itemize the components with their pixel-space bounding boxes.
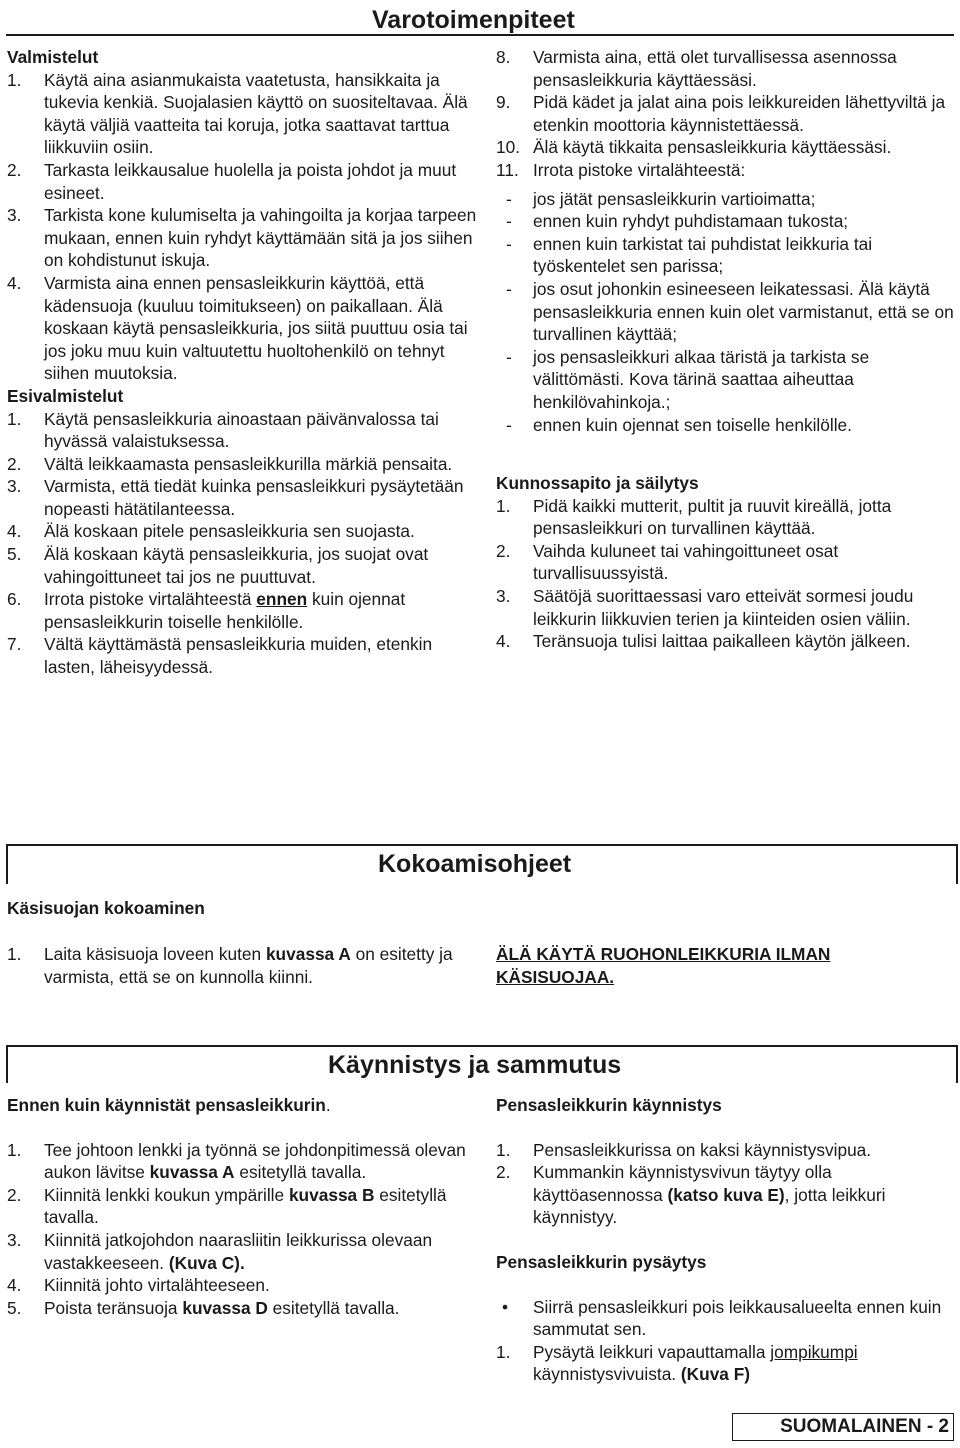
- list-item: 1. Käytä aina asianmukaista vaatetusta, hansikkaita ja tukevia kenkiä. Suojalasien käyttö on suositeltavaa. Älä käytä väljiä vaatteita tai koruja, jotka saattavat tarttua liikkuviin osiin.: [7, 69, 468, 158]
- valmistelut-list: [7, 69, 479, 385]
- kaynnistys-right: [496, 1094, 956, 1386]
- kokoamis-left: [7, 943, 479, 988]
- list-item: 4. Kiinnitä johto virtalähteeseen.: [7, 1275, 270, 1296]
- list-item: 2. Vaihda kuluneet tai vahingoittuneet osat turvallisuussyistä.: [496, 540, 839, 584]
- ennen-heading: Ennen kuin käynnistät pensasleikkurin.: [7, 1095, 331, 1115]
- dash-item: - jos jätät pensasleikkurin vartioimatta;: [506, 188, 816, 209]
- kokoamis-rule-right: [956, 844, 958, 884]
- kunnossapito-list: [496, 495, 956, 653]
- list-item: 4. Varmista aina ennen pensasleikkurin käyttöä, että kädensuoja (kuuluu toimitukseen) on paikallaan. Älä koskaan käytä pensasleikkuria, jos siitä puuttuu osia tai jos joku muu kuin valtuutettu huoltohenkilö on tehnyt siihen muutoksia.: [7, 272, 468, 384]
- dash-list: [496, 188, 956, 437]
- list-item: 7. Vältä käyttämästä pensasleikkuria muiden, etenkin lasten, läheisyydessä.: [7, 634, 433, 678]
- list-item: 1. Käytä pensasleikkuria ainoastaan päivänvalossa tai hyvässä valaistuksessa.: [7, 408, 439, 452]
- list-item: 3. Tarkista kone kulumiselta ja vahingoilta ja korjaa tarpeen mukaan, ennen kuin ryhdyt käyttämään sitä ja jos siihen on kohdistunut iskuja.: [7, 205, 477, 271]
- esivalmistelut-list: [7, 408, 479, 589]
- right-list: [496, 46, 956, 182]
- footer-box: [732, 1413, 954, 1441]
- dash-item: - jos osut johonkin esineeseen leikatessasi. Älä käytä pensasleikkuria ennen kuin olet varmistanut, että se on turvallinen käyttää;: [506, 278, 954, 345]
- list-item: • Siirrä pensasleikkuri pois leikkausalueelta ennen kuin sammutat sen.: [502, 1296, 942, 1340]
- list-item: 4. Teränsuoja tulisi laittaa paikalleen käytön jälkeen.: [496, 631, 911, 652]
- dash-item: - ennen kuin ojennat sen toiselle henkilölle.: [506, 414, 852, 435]
- dash-item: - ennen kuin ryhdyt puhdistamaan tukosta;: [506, 211, 849, 232]
- esivalmistelut-heading: Esivalmistelut: [7, 385, 124, 406]
- left-column: [7, 46, 479, 679]
- right-column: [496, 46, 956, 653]
- page-title: Varotoimenpiteet: [372, 6, 575, 34]
- footer-label: SUOMALAINEN - 2: [780, 1416, 949, 1437]
- kunnossapito-heading: Kunnossapito ja säilytys: [496, 473, 699, 494]
- list-item: 5. Poista teränsuoja kuvassa D esitetyllä tavalla.: [7, 1297, 400, 1318]
- kaynnistys-rule-left: [6, 1045, 8, 1083]
- list-item: 1. Tee johtoon lenkki ja työnnä se johdonpitimessä olevan aukon lävitse kuvassa A esitetyllä tavalla.: [7, 1139, 466, 1183]
- list-item: 5. Älä koskaan käytä pensasleikkuria, jos suojat ovat vahingoittuneet tai jos ne puuttuvat.: [7, 544, 429, 587]
- list-item: 10. Älä käytä tikkaita pensasleikkuria käyttäessäsi.: [496, 137, 892, 158]
- list-item: 2. Vältä leikkaamasta pensasleikkurilla märkiä pensaita.: [7, 453, 453, 474]
- list-item: 6. Irrota pistoke virtalähteestä ennen kuin ojennat pensasleikkurin toiselle henkilölle.: [7, 589, 406, 632]
- list-item: 4. Älä koskaan pitele pensasleikkuria sen suojasta.: [7, 521, 415, 542]
- dash-item: - ennen kuin tarkistat tai puhdistat leikkuria tai työskentelet sen parissa;: [506, 233, 873, 277]
- list-item: 2. Kummankin käynnistysvivun täytyy olla käyttöasennossa (katso kuva E), jotta leikkuri käynnistyy.: [496, 1162, 886, 1228]
- kaynnistys-left-list: [7, 1139, 479, 1320]
- list-item: 1. Pidä kaikki mutterit, pultit ja ruuvit kireällä, jotta pensasleikkuri on turvallinen käyttää.: [496, 495, 892, 539]
- list-item: 2. Kiinnitä lenkki koukun ympärille kuvassa B esitetyllä tavalla.: [7, 1184, 447, 1228]
- kaynnistys-right-list: [496, 1139, 956, 1229]
- kokoamis-rule-left: [6, 844, 8, 884]
- list-item: 1. Laita käsisuoja loveen kuten kuvassa A on esitetty ja varmista, että se on kunnolla kiinni.: [7, 944, 453, 987]
- list-item: 1. Pysäytä leikkuri vapauttamalla jompikumpi käynnistysvivuista. (Kuva F): [496, 1341, 858, 1385]
- pysaytys-heading: Pensasleikkurin pysäytys: [496, 1251, 707, 1272]
- list-item: 1. Pensasleikkurissa on kaksi käynnistysvipua.: [496, 1139, 872, 1160]
- list-item: 9. Pidä kädet ja jalat aina pois leikkureiden lähettyviltä ja etenkin moottoria käynnistettäessä.: [496, 92, 946, 135]
- list-item: 2. Tarkasta leikkausalue huolella ja poista johdot ja muut esineet.: [7, 159, 457, 203]
- kokoamis-title: Kokoamisohjeet: [378, 850, 572, 878]
- warning-text: ÄLÄ KÄYTÄ RUOHONLEIKKURIA ILMAN KÄSISUOJAA.: [496, 944, 831, 987]
- list-item: 3. Kiinnitä jatkojohdon naarasliitin leikkurissa olevaan vastakkeeseen. (Kuva C).: [7, 1229, 433, 1273]
- kaynnistys-left: [7, 1094, 479, 1319]
- kokoamis-rule-top: [6, 844, 958, 846]
- list-item: 3. Varmista, että tiedät kuinka pensasleikkuri pysäytetään nopeasti hätätilanteessa.: [7, 476, 464, 519]
- kaynnistys-heading: Pensasleikkurin käynnistys: [496, 1095, 722, 1115]
- dash-item: - jos pensasleikkuri alkaa täristä ja tarkista se välittömästi. Kova tärinä saattaa aiheuttaa henkilövahinkoja.;: [506, 346, 870, 412]
- kaynnistys-rule-top: [6, 1045, 958, 1047]
- kaynnistys-rule-right: [956, 1045, 958, 1083]
- kaynnistys-title: Käynnistys ja sammutus: [328, 1051, 622, 1079]
- list-item: 11. Irrota pistoke virtalähteestä:: [496, 159, 746, 180]
- valmistelut-heading: Valmistelut: [7, 47, 99, 67]
- kasisuoja-heading: Käsisuojan kokoaminen: [7, 898, 205, 918]
- list-item: 3. Säätöjä suorittaessasi varo etteivät sormesi joudu leikkurin liikkuvien terien ja kiinteiden osien väliin.: [496, 586, 914, 629]
- list-item: 8. Varmista aina, että olet turvallisessa asennossa pensasleikkuria käyttäessäsi.: [496, 47, 897, 90]
